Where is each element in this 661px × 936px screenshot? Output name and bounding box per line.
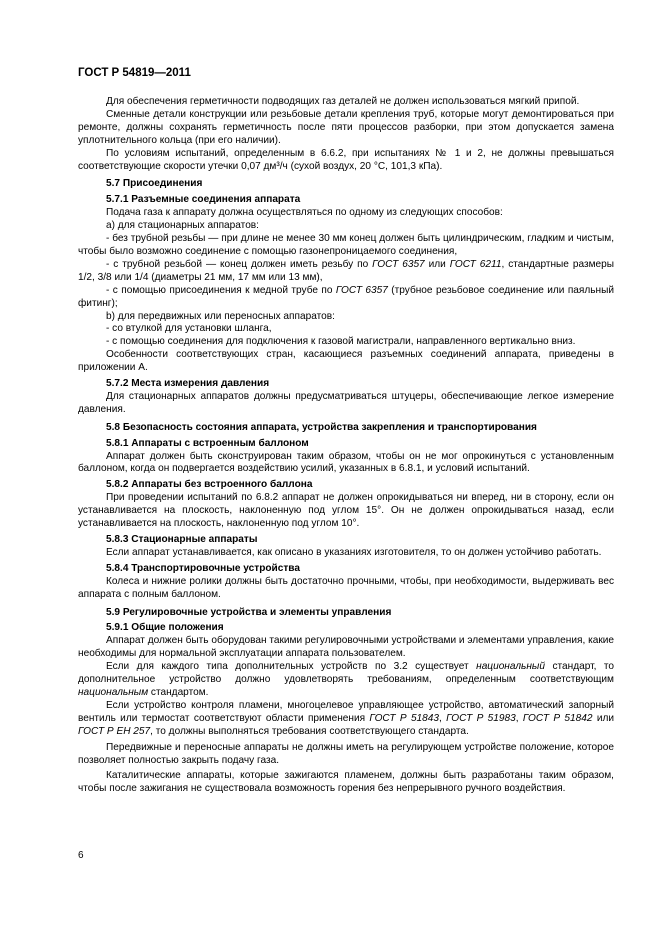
subsection-heading-5-8-4: 5.8.4 Транспортировочные устройства — [106, 562, 300, 574]
document-header: ГОСТ Р 54819—2011 — [78, 67, 191, 79]
section-heading-5-7: 5.7 Присоединения — [106, 178, 203, 190]
standard-reference: ГОСТ Р 51843 — [369, 712, 440, 724]
standard-reference: ГОСТ Р 51842 — [522, 712, 593, 724]
subsection-heading-5-8-3: 5.8.3 Стационарные аппараты — [106, 534, 258, 545]
list-item: b) для передвижных или переносных аппаратов: — [106, 310, 335, 322]
list-item: - с помощью присоединения к медной трубе по ГОСТ 6357 (трубное резьбовое соединение или паяльный фитинг); — [78, 284, 614, 309]
standard-reference: ГОСТ 6211 — [449, 258, 502, 270]
list-item: - со втулкой для установки шланга, — [106, 323, 272, 335]
paragraph: Если устройство контроля пламени, многоцелевое управляющее устройство, автоматический запорный вентиль или термостат соответствуют области применения ГОСТ Р 51843, ГОСТ Р 51983, ГОСТ Р 51842 или ГОСТ Р ЕН 257, то должны выполняться требования соответствующего стандарта. — [78, 699, 614, 737]
paragraph: Передвижные и переносные аппараты не должны иметь на регулирующем устройстве положение, которое позволяет полностью закрыть подачу газа. — [78, 741, 614, 766]
paragraph: Сменные детали конструкции или резьбовые детали крепления труб, которые могут демонтироваться при ремонте, должны сохранять герметичность после пяти процессов разборки, при этом допускается замена уплотнительного кольца (при его наличии). — [78, 108, 614, 146]
paragraph: Подача газа к аппарату должна осуществляться по одному из следующих способов: — [106, 207, 503, 219]
list-item: - с трубной резьбой — конец должен иметь резьбу по ГОСТ 6357 или ГОСТ 6211, стандартные размеры 1/2, 3/8 или 1/4 (диаметры 21 мм, 17 мм или 13 мм), — [78, 258, 614, 283]
subsection-heading-5-8-2: 5.8.2 Аппараты без встроенного баллона — [106, 479, 313, 491]
paragraph: Если для каждого типа дополнительных устройств по 3.2 существует национальный стандарт, то дополнительное устройство должно удовлетворять требованиям, определенным соответствующим национальным стандартом. — [78, 661, 615, 698]
standard-reference: ГОСТ Р ЕН 257 — [78, 725, 151, 737]
paragraph: Для стационарных аппаратов должны предусматриваться штуцеры, обеспечивающие легкое измерение давления. — [78, 390, 614, 415]
paragraph: Аппарат должен быть оборудован такими регулировочными устройствами и элементами управления, какие необходимы для нормальной эксплуатации аппарата пользователем. — [78, 635, 614, 660]
page-content — [78, 96, 614, 796]
standard-reference: ГОСТ Р 51983 — [446, 712, 516, 724]
list-item: - без трубной резьбы — при длине не менее 30 мм конец должен быть цилиндрическим, гладким и чистым, чтобы было возможно соединение с помощью газонепроницаемого соединения, — [78, 233, 614, 257]
paragraph: Если аппарат устанавливается, как описано в указаниях изготовителя, то он должен устойчиво работать. — [106, 546, 602, 558]
paragraph: По условиям испытаний, определенным в 6.6.2, при испытаниях № 1 и 2, не должны превышаться соответствующие скорости утечки 0,07 дм³/ч (сухой воздух, 20 °С, 101,3 кПа). — [78, 147, 614, 172]
paragraph: Особенности соответствующих стран, касающиеся разъемных соединений аппарата, приведены в приложении А. — [78, 349, 614, 374]
standard-reference: ГОСТ 6357 — [335, 284, 388, 296]
section-heading-5-9: 5.9 Регулировочные устройства и элементы управления — [106, 606, 392, 618]
subsection-heading-5-9-1: 5.9.1 Общие положения — [106, 622, 224, 634]
paragraph: Колеса и нижние ролики должны быть достаточно прочными, чтобы, при необходимости, выдерживать вес аппарата с полным баллоном. — [78, 575, 614, 600]
list-item: a) для стационарных аппаратов: — [106, 220, 259, 232]
paragraph: При проведении испытаний по 6.8.2 аппарат не должен опрокидываться ни вперед, ни в сторону, если он устанавливается на плоскость, наклоненную под углом 15°. Он не должен опрокидываться назад, если устанавливается на плоскость, наклоненную под углом 10°. — [78, 492, 614, 530]
page-number: 6 — [78, 850, 84, 861]
subsection-heading-5-8-1: 5.8.1 Аппараты с встроенным баллоном — [106, 437, 309, 449]
subsection-heading-5-7-1: 5.7.1 Разъемные соединения аппарата — [106, 194, 301, 206]
list-item: - с помощью соединения для подключения к газовой магистрали, направленного вертикально вниз. — [106, 336, 576, 348]
paragraph: Аппарат должен быть сконструирован таким образом, чтобы он не мог опрокинуться с установленным баллоном, когда он подвергается воздействию усилий, указанных в 6.8.1, и условий испытаний. — [78, 450, 614, 475]
paragraph: Каталитические аппараты, которые зажигаются пламенем, должны быть разработаны таким образом, чтобы после зажигания не существовала возможность горения без непрерывного ручного воздействия. — [78, 770, 614, 795]
section-heading-5-8: 5.8 Безопасность состояния аппарата, устройства закрепления и транспортирования — [106, 421, 537, 433]
subsection-heading-5-7-2: 5.7.2 Места измерения давления — [106, 378, 270, 390]
emphasis: национальным — [78, 686, 149, 698]
emphasis: национальный — [476, 661, 545, 673]
paragraph: Для обеспечения герметичности подводящих газ деталей не должен использоваться мягкий припой. — [106, 96, 580, 107]
standard-reference: ГОСТ 6357 — [372, 258, 425, 270]
